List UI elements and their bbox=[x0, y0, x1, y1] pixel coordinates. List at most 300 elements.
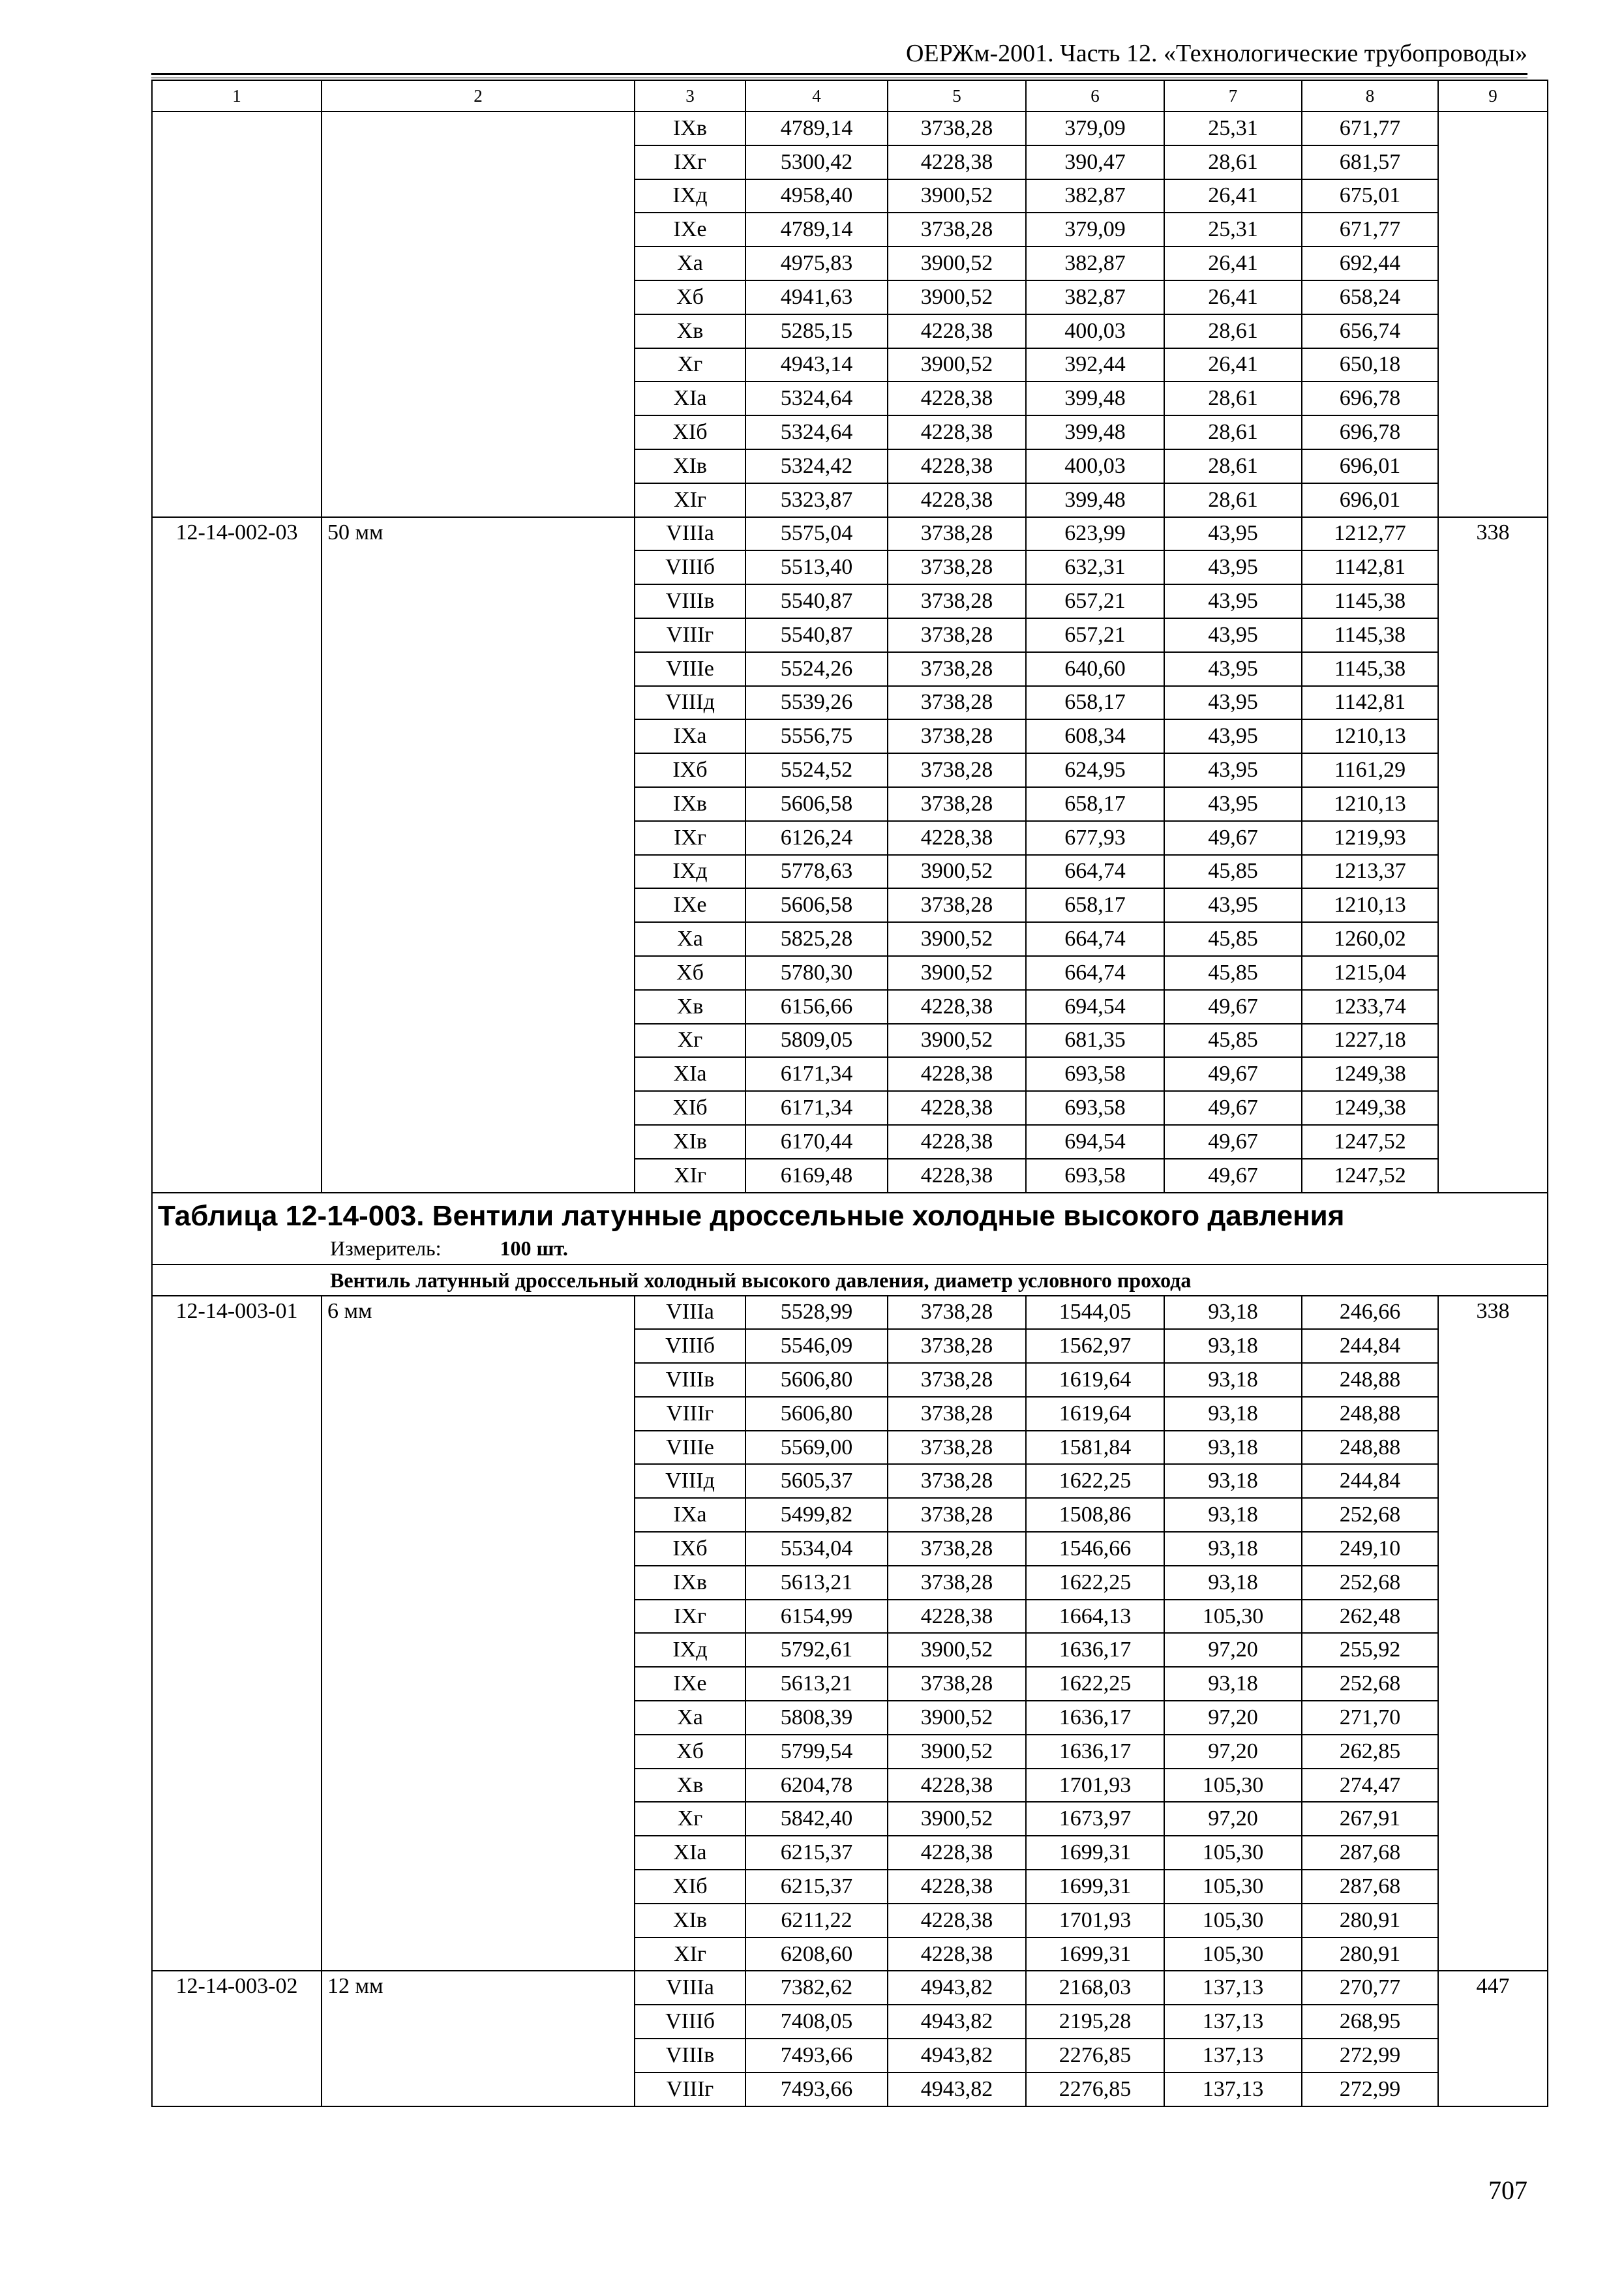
table-cell: 43,95 bbox=[1164, 550, 1302, 584]
table-cell: IXе bbox=[635, 1667, 745, 1701]
table-cell: 1619,64 bbox=[1026, 1397, 1164, 1431]
table-cell: 1161,29 bbox=[1302, 753, 1438, 787]
table-cell: 696,78 bbox=[1302, 415, 1438, 449]
table-body bbox=[152, 80, 1548, 2106]
column-number: 5 bbox=[888, 80, 1026, 112]
table-cell: 1508,86 bbox=[1026, 1498, 1164, 1532]
table-cell: 3900,52 bbox=[888, 1024, 1026, 1058]
table-cell: 1249,38 bbox=[1302, 1057, 1438, 1091]
table-cell: 664,74 bbox=[1026, 956, 1164, 990]
table-cell: 1213,37 bbox=[1302, 855, 1438, 889]
table-cell: 632,31 bbox=[1026, 550, 1164, 584]
table-cell: 4228,38 bbox=[888, 1125, 1026, 1159]
table-cell: IXб bbox=[635, 753, 745, 787]
table-cell: IXв bbox=[635, 787, 745, 821]
table-row bbox=[152, 1296, 1548, 1330]
item-diameter: 50 мм bbox=[322, 517, 635, 1193]
table-cell: 244,84 bbox=[1302, 1329, 1438, 1363]
table-cell: 608,34 bbox=[1026, 719, 1164, 753]
table-cell: 382,87 bbox=[1026, 280, 1164, 314]
table-cell: 4943,14 bbox=[745, 348, 888, 382]
table-cell: Xг bbox=[635, 1802, 745, 1836]
table-cell: VIIIа bbox=[635, 1296, 745, 1330]
table-cell: 1581,84 bbox=[1026, 1431, 1164, 1465]
item-rate: 338 bbox=[1438, 517, 1548, 1193]
table-cell: 4789,14 bbox=[745, 112, 888, 145]
table-cell: 3738,28 bbox=[888, 1498, 1026, 1532]
table-cell: 25,31 bbox=[1164, 213, 1302, 247]
table-cell: VIIIб bbox=[635, 2005, 745, 2039]
table-cell: 268,95 bbox=[1302, 2005, 1438, 2039]
table-cell: 692,44 bbox=[1302, 247, 1438, 280]
table-cell: 28,61 bbox=[1164, 483, 1302, 517]
table-cell: 287,68 bbox=[1302, 1870, 1438, 1904]
table-cell: 6169,48 bbox=[745, 1159, 888, 1193]
table-cell: 5606,58 bbox=[745, 888, 888, 922]
table-cell: 49,67 bbox=[1164, 1125, 1302, 1159]
table-cell: 93,18 bbox=[1164, 1498, 1302, 1532]
table-cell: 1142,81 bbox=[1302, 550, 1438, 584]
table-cell: 1673,97 bbox=[1026, 1802, 1164, 1836]
table-cell: 390,47 bbox=[1026, 145, 1164, 179]
table-cell: 400,03 bbox=[1026, 449, 1164, 483]
table-cell: 3900,52 bbox=[888, 348, 1026, 382]
table-cell: 1260,02 bbox=[1302, 922, 1438, 956]
table-cell: 43,95 bbox=[1164, 719, 1302, 753]
table-title: Таблица 12-14-003. Вентили латунные дроссельные холодные высокого давления bbox=[158, 1199, 1345, 1232]
table-cell: 5809,05 bbox=[745, 1024, 888, 1058]
table-cell: 1544,05 bbox=[1026, 1296, 1164, 1330]
table-cell: 6208,60 bbox=[745, 1937, 888, 1971]
table-cell: 5546,09 bbox=[745, 1329, 888, 1363]
table-cell: 97,20 bbox=[1164, 1802, 1302, 1836]
table-cell: 3738,28 bbox=[888, 1532, 1026, 1566]
table-cell: 658,24 bbox=[1302, 280, 1438, 314]
table-cell: 1247,52 bbox=[1302, 1159, 1438, 1193]
table-cell: 93,18 bbox=[1164, 1431, 1302, 1465]
column-number: 6 bbox=[1026, 80, 1164, 112]
table-cell: 3900,52 bbox=[888, 956, 1026, 990]
table-cell: 26,41 bbox=[1164, 280, 1302, 314]
table-cell: 1142,81 bbox=[1302, 686, 1438, 720]
table-cell: 6215,37 bbox=[745, 1836, 888, 1870]
table-cell: VIIIе bbox=[635, 652, 745, 686]
item-diameter: 6 мм bbox=[322, 1296, 635, 1971]
table-cell: 43,95 bbox=[1164, 888, 1302, 922]
table-cell: XIа bbox=[635, 1836, 745, 1870]
table-cell: 5539,26 bbox=[745, 686, 888, 720]
table-cell: IXа bbox=[635, 719, 745, 753]
table-cell: XIа bbox=[635, 1057, 745, 1091]
table-cell: 640,60 bbox=[1026, 652, 1164, 686]
table-cell: 26,41 bbox=[1164, 247, 1302, 280]
table-cell: 400,03 bbox=[1026, 314, 1164, 348]
column-number: 3 bbox=[635, 80, 745, 112]
table-cell: 252,68 bbox=[1302, 1498, 1438, 1532]
table-cell: 6211,22 bbox=[745, 1904, 888, 1937]
table-cell: 3738,28 bbox=[888, 652, 1026, 686]
table-row bbox=[152, 517, 1548, 551]
item-code: 12-14-002-03 bbox=[152, 517, 322, 1193]
table-cell: 4943,82 bbox=[888, 2005, 1026, 2039]
table-cell: 5324,64 bbox=[745, 415, 888, 449]
table-cell: 5792,61 bbox=[745, 1633, 888, 1667]
measure-label: Измеритель: bbox=[330, 1236, 442, 1260]
table-cell: 49,67 bbox=[1164, 821, 1302, 855]
table-cell: 5300,42 bbox=[745, 145, 888, 179]
table-cell: IXг bbox=[635, 821, 745, 855]
table-cell: 246,66 bbox=[1302, 1296, 1438, 1330]
table-cell: 1219,93 bbox=[1302, 821, 1438, 855]
table-cell: 4228,38 bbox=[888, 1091, 1026, 1125]
subheading-row bbox=[152, 1264, 1548, 1296]
table-cell: 97,20 bbox=[1164, 1633, 1302, 1667]
item-rate: 447 bbox=[1438, 1971, 1548, 2106]
table-cell: 1210,13 bbox=[1302, 888, 1438, 922]
table-cell: 1664,13 bbox=[1026, 1600, 1164, 1634]
table-cell: 3738,28 bbox=[888, 888, 1026, 922]
measure-value: 100 шт. bbox=[500, 1236, 568, 1260]
table-cell: 671,77 bbox=[1302, 213, 1438, 247]
table-cell: 5778,63 bbox=[745, 855, 888, 889]
table-cell: 4228,38 bbox=[888, 449, 1026, 483]
table-cell: 49,67 bbox=[1164, 1091, 1302, 1125]
table-cell: 267,91 bbox=[1302, 1802, 1438, 1836]
table-cell: IXг bbox=[635, 1600, 745, 1634]
table-cell: 3738,28 bbox=[888, 787, 1026, 821]
table-cell: 43,95 bbox=[1164, 618, 1302, 652]
table-cell: 137,13 bbox=[1164, 2072, 1302, 2106]
table-cell: 4975,83 bbox=[745, 247, 888, 280]
table-cell: 664,74 bbox=[1026, 922, 1164, 956]
table-cell: 7493,66 bbox=[745, 2072, 888, 2106]
table-cell: 25,31 bbox=[1164, 112, 1302, 145]
column-number: 7 bbox=[1164, 80, 1302, 112]
table-cell: VIIIб bbox=[635, 550, 745, 584]
measure-line bbox=[158, 1235, 1542, 1264]
table-cell: 2276,85 bbox=[1026, 2072, 1164, 2106]
table-cell: VIIIд bbox=[635, 1464, 745, 1498]
table-cell: 2168,03 bbox=[1026, 1971, 1164, 2005]
table-cell: XIв bbox=[635, 449, 745, 483]
table-cell: IXб bbox=[635, 1532, 745, 1566]
column-number: 2 bbox=[322, 80, 635, 112]
table-cell: 1145,38 bbox=[1302, 584, 1438, 618]
table-cell: 1233,74 bbox=[1302, 990, 1438, 1024]
table-cell: 4943,82 bbox=[888, 2039, 1026, 2072]
item-code: 12-14-003-01 bbox=[152, 1296, 322, 1971]
table-cell: 5825,28 bbox=[745, 922, 888, 956]
table-cell: VIIIв bbox=[635, 584, 745, 618]
table-cell: 379,09 bbox=[1026, 213, 1164, 247]
table-cell: 4958,40 bbox=[745, 179, 888, 213]
table-cell: Xб bbox=[635, 1735, 745, 1769]
table-cell: VIIIг bbox=[635, 618, 745, 652]
table-cell: 6215,37 bbox=[745, 1870, 888, 1904]
table-cell: XIб bbox=[635, 1870, 745, 1904]
table-cell: 43,95 bbox=[1164, 584, 1302, 618]
table-cell: 248,88 bbox=[1302, 1363, 1438, 1397]
table-cell: 105,30 bbox=[1164, 1937, 1302, 1971]
table-cell: 6204,78 bbox=[745, 1769, 888, 1803]
table-cell: 6126,24 bbox=[745, 821, 888, 855]
table-cell: 6154,99 bbox=[745, 1600, 888, 1634]
table-cell: 5556,75 bbox=[745, 719, 888, 753]
table-cell: 1699,31 bbox=[1026, 1870, 1164, 1904]
table-cell: 7493,66 bbox=[745, 2039, 888, 2072]
table-cell: 2195,28 bbox=[1026, 2005, 1164, 2039]
table-cell: 45,85 bbox=[1164, 855, 1302, 889]
item-rate bbox=[1438, 112, 1548, 517]
table-cell: 1145,38 bbox=[1302, 652, 1438, 686]
table-cell: 5575,04 bbox=[745, 517, 888, 551]
table-cell: IXв bbox=[635, 1566, 745, 1600]
table-cell: 650,18 bbox=[1302, 348, 1438, 382]
table-cell: IXв bbox=[635, 112, 745, 145]
table-cell: 4228,38 bbox=[888, 1937, 1026, 1971]
table-cell: 1701,93 bbox=[1026, 1904, 1164, 1937]
table-cell: 4228,38 bbox=[888, 1057, 1026, 1091]
table-cell: 252,68 bbox=[1302, 1566, 1438, 1600]
table-cell: Xб bbox=[635, 956, 745, 990]
table-cell: 262,85 bbox=[1302, 1735, 1438, 1769]
table-cell: 105,30 bbox=[1164, 1600, 1302, 1634]
table-cell: 5528,99 bbox=[745, 1296, 888, 1330]
table-cell: 93,18 bbox=[1164, 1363, 1302, 1397]
table-cell: 255,92 bbox=[1302, 1633, 1438, 1667]
table-cell: 5569,00 bbox=[745, 1431, 888, 1465]
table-cell: 5534,04 bbox=[745, 1532, 888, 1566]
column-number: 1 bbox=[152, 80, 322, 112]
table-cell: 693,58 bbox=[1026, 1091, 1164, 1125]
table-cell: VIIIв bbox=[635, 2039, 745, 2072]
item-diameter bbox=[322, 112, 635, 517]
table-cell: 1636,17 bbox=[1026, 1701, 1164, 1735]
table-cell: 664,74 bbox=[1026, 855, 1164, 889]
table-cell: XIг bbox=[635, 483, 745, 517]
table-cell: Xг bbox=[635, 1024, 745, 1058]
table-cell: 93,18 bbox=[1164, 1329, 1302, 1363]
table-cell: 3738,28 bbox=[888, 618, 1026, 652]
table-cell: 3738,28 bbox=[888, 1296, 1026, 1330]
table-cell: 26,41 bbox=[1164, 179, 1302, 213]
table-cell: 271,70 bbox=[1302, 1701, 1438, 1735]
table-cell: 4943,82 bbox=[888, 1971, 1026, 2005]
table-cell: 1701,93 bbox=[1026, 1769, 1164, 1803]
table-cell: 5323,87 bbox=[745, 483, 888, 517]
table-cell: 43,95 bbox=[1164, 787, 1302, 821]
table-cell: 5606,58 bbox=[745, 787, 888, 821]
table-cell: 379,09 bbox=[1026, 112, 1164, 145]
table-cell: 696,78 bbox=[1302, 382, 1438, 415]
table-cell: 97,20 bbox=[1164, 1701, 1302, 1735]
table-cell: Xг bbox=[635, 348, 745, 382]
table-cell: 93,18 bbox=[1164, 1296, 1302, 1330]
table-cell: 4941,63 bbox=[745, 280, 888, 314]
table-cell: 93,18 bbox=[1164, 1532, 1302, 1566]
table-cell: 696,01 bbox=[1302, 483, 1438, 517]
table-cell: XIб bbox=[635, 1091, 745, 1125]
table-cell: 6171,34 bbox=[745, 1091, 888, 1125]
table-cell: 4228,38 bbox=[888, 1159, 1026, 1193]
table-cell: 3738,28 bbox=[888, 686, 1026, 720]
table-cell: 5324,64 bbox=[745, 382, 888, 415]
table-cell: 5606,80 bbox=[745, 1397, 888, 1431]
table-cell: 675,01 bbox=[1302, 179, 1438, 213]
table-cell: 274,47 bbox=[1302, 1769, 1438, 1803]
table-cell: 280,91 bbox=[1302, 1937, 1438, 1971]
table-cell: 382,87 bbox=[1026, 247, 1164, 280]
table-cell: 1562,97 bbox=[1026, 1329, 1164, 1363]
item-rate: 338 bbox=[1438, 1296, 1548, 1971]
table-cell: 45,85 bbox=[1164, 1024, 1302, 1058]
table-cell: XIб bbox=[635, 415, 745, 449]
table-cell: 28,61 bbox=[1164, 314, 1302, 348]
table-cell: 4228,38 bbox=[888, 821, 1026, 855]
table-cell: 5324,42 bbox=[745, 449, 888, 483]
table-cell: 3900,52 bbox=[888, 922, 1026, 956]
table-cell: 392,44 bbox=[1026, 348, 1164, 382]
table-cell: 6156,66 bbox=[745, 990, 888, 1024]
running-header: ОЕРЖм-2001. Часть 12. «Технологические трубопроводы» bbox=[905, 40, 1527, 67]
table-cell: IXа bbox=[635, 1498, 745, 1532]
table-cell: 3738,28 bbox=[888, 584, 1026, 618]
table-cell: VIIIв bbox=[635, 1363, 745, 1397]
table-row bbox=[152, 112, 1548, 145]
table-cell: IXд bbox=[635, 1633, 745, 1667]
table-cell: IXе bbox=[635, 888, 745, 922]
table-cell: 1699,31 bbox=[1026, 1937, 1164, 1971]
table-cell: 272,99 bbox=[1302, 2039, 1438, 2072]
table-cell: 1212,77 bbox=[1302, 517, 1438, 551]
table-title-row bbox=[152, 1193, 1548, 1264]
table-cell: IXд bbox=[635, 855, 745, 889]
table-cell: 137,13 bbox=[1164, 1971, 1302, 2005]
table-cell: 1249,38 bbox=[1302, 1091, 1438, 1125]
table-cell: 1215,04 bbox=[1302, 956, 1438, 990]
table-cell: 1247,52 bbox=[1302, 1125, 1438, 1159]
table-cell: 1210,13 bbox=[1302, 787, 1438, 821]
table-cell: 623,99 bbox=[1026, 517, 1164, 551]
table-cell: 28,61 bbox=[1164, 449, 1302, 483]
table-cell: VIIIг bbox=[635, 1397, 745, 1431]
table-cell: 3738,28 bbox=[888, 550, 1026, 584]
column-number: 9 bbox=[1438, 80, 1548, 112]
table-cell: 28,61 bbox=[1164, 382, 1302, 415]
table-cell: XIг bbox=[635, 1937, 745, 1971]
table-cell: 248,88 bbox=[1302, 1431, 1438, 1465]
table-cell: 658,17 bbox=[1026, 686, 1164, 720]
table-cell: 5606,80 bbox=[745, 1363, 888, 1397]
item-diameter: 12 мм bbox=[322, 1971, 635, 2106]
table-cell: 28,61 bbox=[1164, 415, 1302, 449]
table-cell: 656,74 bbox=[1302, 314, 1438, 348]
table-cell: 4789,14 bbox=[745, 213, 888, 247]
table-cell: 6170,44 bbox=[745, 1125, 888, 1159]
column-number-row bbox=[152, 80, 1548, 112]
table-cell: 696,01 bbox=[1302, 449, 1438, 483]
table-cell: 5524,26 bbox=[745, 652, 888, 686]
table-cell: IXг bbox=[635, 145, 745, 179]
table-cell: 272,99 bbox=[1302, 2072, 1438, 2106]
table-cell: Xв bbox=[635, 1769, 745, 1803]
table-cell: 3738,28 bbox=[888, 1464, 1026, 1498]
table-cell: VIIIа bbox=[635, 1971, 745, 2005]
table-cell: 3900,52 bbox=[888, 179, 1026, 213]
table-cell: 4228,38 bbox=[888, 415, 1026, 449]
table-cell: 1699,31 bbox=[1026, 1836, 1164, 1870]
table-cell: 3900,52 bbox=[888, 1701, 1026, 1735]
table-cell: 137,13 bbox=[1164, 2005, 1302, 2039]
table-cell: 5605,37 bbox=[745, 1464, 888, 1498]
table-cell: 49,67 bbox=[1164, 1159, 1302, 1193]
table-cell: 3738,28 bbox=[888, 1329, 1026, 1363]
table-cell: 6171,34 bbox=[745, 1057, 888, 1091]
table-cell: 3900,52 bbox=[888, 1735, 1026, 1769]
table-cell: 3738,28 bbox=[888, 1667, 1026, 1701]
table-cell: 3900,52 bbox=[888, 280, 1026, 314]
table-cell: 1636,17 bbox=[1026, 1633, 1164, 1667]
table-cell: 5613,21 bbox=[745, 1566, 888, 1600]
table-cell: 3738,28 bbox=[888, 1363, 1026, 1397]
table-cell: 399,48 bbox=[1026, 382, 1164, 415]
table-cell: Xа bbox=[635, 247, 745, 280]
table-cell: 658,17 bbox=[1026, 787, 1164, 821]
table-cell: 4228,38 bbox=[888, 382, 1026, 415]
table-cell: 4228,38 bbox=[888, 483, 1026, 517]
table-cell: 3738,28 bbox=[888, 112, 1026, 145]
table-cell: 4228,38 bbox=[888, 1836, 1026, 1870]
table-cell: 693,58 bbox=[1026, 1159, 1164, 1193]
table-cell: 4228,38 bbox=[888, 145, 1026, 179]
table-cell: 681,35 bbox=[1026, 1024, 1164, 1058]
table-cell: 5524,52 bbox=[745, 753, 888, 787]
table-cell: 3900,52 bbox=[888, 1633, 1026, 1667]
table-cell: 3738,28 bbox=[888, 1397, 1026, 1431]
table-cell: Xа bbox=[635, 922, 745, 956]
table-cell: 399,48 bbox=[1026, 483, 1164, 517]
table-cell: 45,85 bbox=[1164, 956, 1302, 990]
table-cell: IXе bbox=[635, 213, 745, 247]
table-cell: XIг bbox=[635, 1159, 745, 1193]
table-cell: 677,93 bbox=[1026, 821, 1164, 855]
table-cell: 624,95 bbox=[1026, 753, 1164, 787]
table-cell: 43,95 bbox=[1164, 686, 1302, 720]
table-cell: 5513,40 bbox=[745, 550, 888, 584]
table-cell: 3738,28 bbox=[888, 753, 1026, 787]
item-code: 12-14-003-02 bbox=[152, 1971, 322, 2106]
column-number: 8 bbox=[1302, 80, 1438, 112]
table-title-cell bbox=[152, 1193, 1548, 1264]
table-cell: XIв bbox=[635, 1125, 745, 1159]
table-cell: 262,48 bbox=[1302, 1600, 1438, 1634]
table-cell: 1227,18 bbox=[1302, 1024, 1438, 1058]
table-cell: 4228,38 bbox=[888, 1769, 1026, 1803]
table-cell: 5540,87 bbox=[745, 618, 888, 652]
table-cell: 5842,40 bbox=[745, 1802, 888, 1836]
table-cell: Xа bbox=[635, 1701, 745, 1735]
table-cell: 5540,87 bbox=[745, 584, 888, 618]
table-cell: 105,30 bbox=[1164, 1836, 1302, 1870]
table-cell: 5499,82 bbox=[745, 1498, 888, 1532]
table-cell: 681,57 bbox=[1302, 145, 1438, 179]
table-cell: 287,68 bbox=[1302, 1836, 1438, 1870]
table-cell: 3900,52 bbox=[888, 855, 1026, 889]
table-cell: 3738,28 bbox=[888, 213, 1026, 247]
table-cell: 5799,54 bbox=[745, 1735, 888, 1769]
table-cell: 270,77 bbox=[1302, 1971, 1438, 2005]
table-cell: VIIIд bbox=[635, 686, 745, 720]
